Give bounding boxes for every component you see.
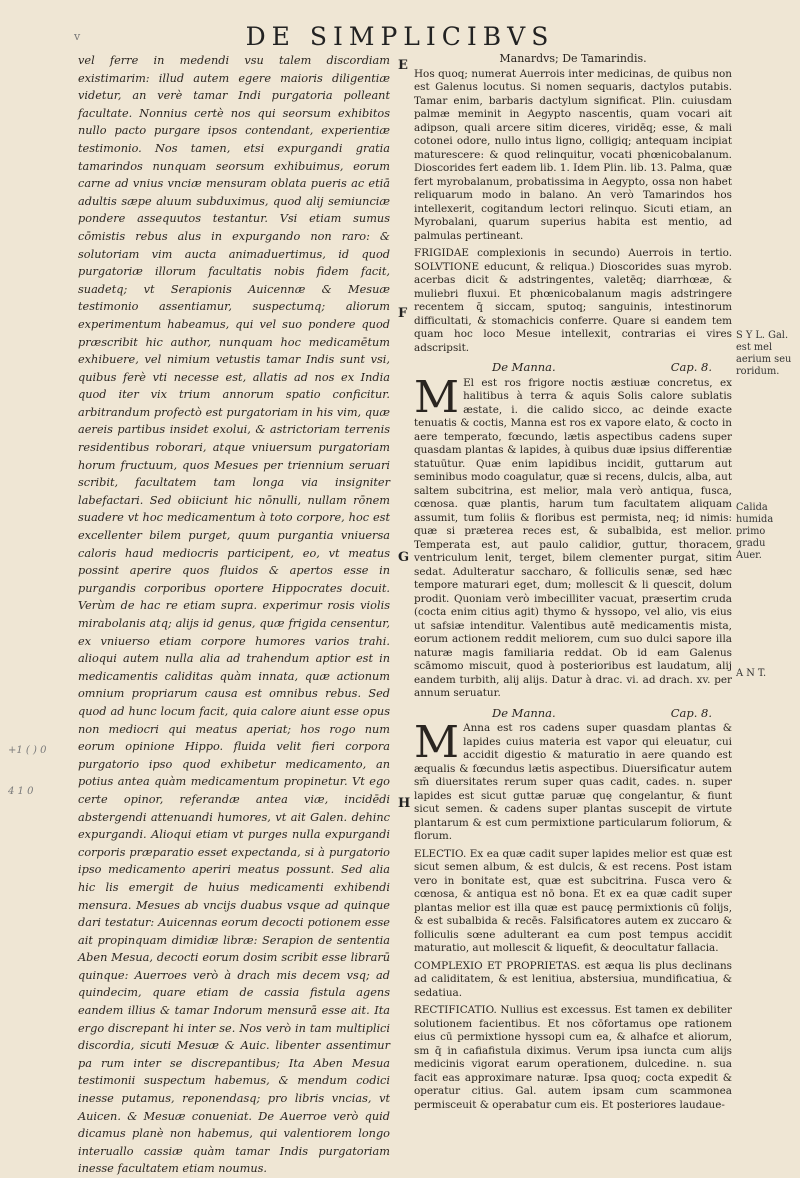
running-head: DE SIMPLICIBVS — [245, 22, 555, 51]
margin-note: S Y L. Gal. est mel aerium seu roridum. — [736, 330, 792, 377]
paragraph: RECTIFICATIO. Nullius est excessus. Est tamen ex debiliter solutionem facientibus. Et nos cōfortamus ope rationem eius cū permixtione hyssopi cum ea, & alhafce et aliorum, sm q̄ in cafiafistula diximus. Verum ipsa iuncta cum alijs medicinis vigorat earum operationem, dulcedine. n. sua facit eas approximare naturæ. Ipsa quoq; cocta expedit & operatur citius. Gal. autem ipsam cum scammonea permisceuit & operabatur cum eis. Et posteriores laudaue- — [414, 1004, 732, 1111]
side-letter-h: H — [398, 796, 411, 811]
handwritten-note: 4 1 0 — [8, 786, 34, 797]
drop-cap: M — [414, 371, 460, 423]
paragraph: M El est ros frigore noctis æstiuæ concretus, ex halitibus à terra & aquis Solis calore sublatis æstate, i. die calido sicco, ac deinde exacte tenuatis & coctis, Manna est ros ex vapore elato, & cocto in aere temperato, fœcundo, lætis aspectibus cadens super quasdam plantas & lapides, à quibus duæ ipsius differentiæ statuūtur. Quæ enim lapidibus incidit, guttarum aut seminibus modo coagulatur, quæ si recens, dulcis, alba, aut saltem subcitrina, est melior, mala verò antiqua, fusca, cœnosa. quæ plantis, harum tum facultatem aliquam assumit, tum foliis & floribus est permista, neq; id nimis: quæ si præterea reces est, & subalbida, est melior. Temperata est, aut paulo calidior, guttur, thoracem, ventriculum lenit, terget, bilem clementer purgat, sitim sedat. Adulteratur saccharo, & folliculis senæ, sed hæc tempore maturari eget, dum; mollescit & li quescit, dolum prodit. Quoniam verò imbecilliter vacuat, præsertim cruda (cocta enim citius agit) thymo & hyssopo, vel alio, vis eius ut safsiæ intenditur. Valentibus autē medicamentis mista, eorum actionem reddit meliorem, cum suo dulci sapore illa naturæ magis familiaria reddat. Ob id eam Galenus scāmomo miscuit, quod à posterioribus est laudatum, alij eandem turbith, alij alijs. Datur à drac. vi. ad drach. xv. per annum seruatur. — [414, 371, 732, 699]
left-column-text: vel ferre in medendi vsu talem discordiam existimarim: illud autem egere maioris diligentiæ videtur, an verè tamar Indi purgatoria polleant facultate. Nonnius certè nos qui seorsum exhibitos nullo pacto purgare ipsos contendant, experientiæ testimonio. Nos tamen, etsi expurgandi gratia tamarindos nunquam seorsum exhibuimus, eorum carne ad vnius vnciæ mensuram oblata pueris ac etiā adultis sæpe aluum subduximus, quod alij semiunciæ pondere assequutos testantur. Vsi etiam sumus cōmistis rebus alus in expurgando non raro: & solutoriam vim aucta animaduertimus, id quod purgatoriæ illorum facultatis nobis fidem facit, suadetq; vt Serapionis Auicennæ & Mesuæ testimonio assentiamur, suspectumq; aliorum experimentum habeamus, qui vel suo pondere quod præscribit hic author, nunquam hoc medicamētum exhibuere, vel nimium vetustis tamar Indis sunt vsi, quibus ferè vti necesse est, allatis ad nos ex India quod iter vix trium annorum spatio conficitur. arbitrandum profectò est purgatoriam in his vim, quæ aereis partibus insidet exolui, & astrictoriam terrenis residentibus roborari, atque vniuersum purgatoriam horum fructuum, quos Mesues per triennium seruari scribit, facultatem tam longa via insigniter labefactari. Sed obiiciunt hic nōnulli, nullam rōnem suadere vt hoc medicamentum à toto corpore, hoc est excellenter bilem purget, quum purgantia vniuersa caloris haud mediocris participent, eo, vt meatus possint aperire quos fluidos & apertos esse in purgandis corporibus oportere Hippocrates docuit. Verùm de hac re etiam supra. experimur rosis violis mirabolanis atq; alijs id genus, quæ frigida censentur, ex vniuerso etiam corpore humores varios trahi. alioqui autem nulla alia ad trahendum aptior est in medicamentis caliditas quàm innata, quæ actionum omnium propriarum causa est omnibus rebus. Sed quod ad hunc locum facit, quia calore aiunt esse opus non mediocri qui meatus aperiat; hos rogo num eorum opinione Hippo. fluida velit fieri corpora purgatorio ipso quod exhibetur medicamento, an potius antea quàm medicamentum propinetur. Vt ego certe opinor, referandæ antea viæ, incidēdi abstergendi attenuandi humores, vt ait Galen. dehinc expurgandi. Alioqui etiam vt purges nulla expurgandi corporis præparatio esset expectanda, si à purgatorio ipso medicamento aperiri meatus possunt. Sed alia hic lis emergit de huius medicamenti exhibendi mensura. Mesues ab vncijs duabus vsque ad quinque dari testatur: Auicennas eorum decocti potionem esse ait propinquam dimidiæ libræ: Serapion de sententia Aben Mesua, decocti eorum dosim scribit esse librarū quinque: Auerroes verò à drach mis decem vsq; ad quindecim, quare etiam de cassia fistula agens eandem illius & tamar Indorum mensurā esse ait. Ita ergo discrepant hi inter se. Nos verò in tam multiplici discordia, sicuti Mesuæ & Auic. libenter assentimur pa rum inter se discrepantibus; Ita Aben Mesua testimonii suspectum habemus, & mendum codici inesse putamus, reponendasq; pro libris vncias, vt Auicen. & Mesuæ conueniat. De Auerroe verò quid dicamus planè non habemus, qui valentiorem longo interuallo cassiæ quàm tamar Indis purgatoriam inesse facultatem etiam noumus. — [78, 54, 390, 1176]
right-column — [414, 52, 732, 1122]
side-letter-e: E — [398, 58, 408, 73]
side-letter-g: G — [398, 550, 410, 565]
paragraph: Hos quoq; numerat Auerrois inter medicinas, de quibus non est Galenus locutus. Si nomen sequaris, dactylos putabis. Tamar enim, barbaris dactylum significat. Plin. cuiusdam palmæ meminit in Aegypto nascentis, quam vocari ait adipson, quali arcere sitim diceres, viridēq; esse, & mali cotonei odore, nullo intus ligno, colligiq; antequam incipiat maturescere: & quod relinquitur, vocati phœnicobalanum. Dioscorides fert eadem lib. 1. Idem Plin. lib. 13. Palma, quæ fert myrobalanum, probatissima in Aegypto, ossa non habet reliquarum modo in balano. An verò Tamarindos hos intellexerit, cogitandum lectori relinquo. Sicuti etiam, an Myrobalani, quarum superius habita est mentio, ad palmulas pertineant. — [414, 67, 732, 242]
paragraph: ELECTIO. Ex ea quæ cadit super lapides melior est quæ est sicut semen album, & est dulcis, & est recens. Post istam vero in bonitate est, quæ est subcitrina. Fusca vero & cœnosa, & antiqua est nō bona. Et ex ea quæ cadit super plantas melior est illa quæ est paucę permixtionis cū folijs, & est subalbida & recēs. Falsificatores autem ex zuccaro & folliculis sœne adulterant ea cum post tempus accidit maturatio, aut mollescit & liquefit, & deocultatur fallacia. — [414, 847, 732, 954]
section-heading — [414, 707, 732, 721]
left-column — [78, 52, 390, 1176]
folio-mark: v — [74, 30, 81, 43]
section-title: De Manna. — [492, 360, 556, 374]
paragraph: COMPLEXIO ET PROPRIETAS. est æqua lis plus declinans ad caliditatem, & est lenitiua, abstersiua, mundificatiua, & sedatiua. — [414, 959, 732, 999]
margin-note: A N T. — [736, 668, 767, 679]
section-heading — [414, 361, 732, 375]
section-title: De Manna. — [492, 705, 556, 720]
chapter-number: Cap. 8. — [670, 705, 712, 720]
side-letter-f: F — [398, 306, 408, 321]
chapter-number: Cap. 8. — [670, 360, 712, 374]
paragraph: FRIGIDAE complexionis in secundo) Auerrois in tertio. SOLVTIONE educunt, & reliqua.) Dioscorides suas myrob. acerbas dicit & adstringentes, valetēq; diarrhœæ, & muliebri fluxui. Et phœnicobalanum magis adstringere recentem q̄ siccam, sputoq; sanguinis, intestinorum difficultati, & stomachicis conferre. Quare si eandem tem quam hoc loco Mesue intellexit, contrarias ei vires adscripsit. — [414, 247, 732, 354]
margin-note: Calida humida primo gradu Auer. — [736, 502, 774, 561]
commentary-heading: Manardvs; De Tamarindis. — [499, 52, 647, 65]
handwritten-note: +1 ( ) 0 — [8, 745, 47, 756]
paragraph: M Anna est ros cadens super quasdam plantas & lapides cuius materia est vapor qui eleuatur, cui accidit digestio & maturatio in aere quando est æqualis & fœcundus lætis aspectibus. Diuersificatur autem sm̄ diuersitates rerum super quas cadit, cades. n. super lapides est sicut guttæ paruæ quę congelantur, & fiunt sicut semen. & cadens super plantas suscepit de virtute plantarum & est cum permixtione particularum foliorum, & florum. — [414, 717, 732, 842]
drop-cap: M — [414, 717, 460, 768]
